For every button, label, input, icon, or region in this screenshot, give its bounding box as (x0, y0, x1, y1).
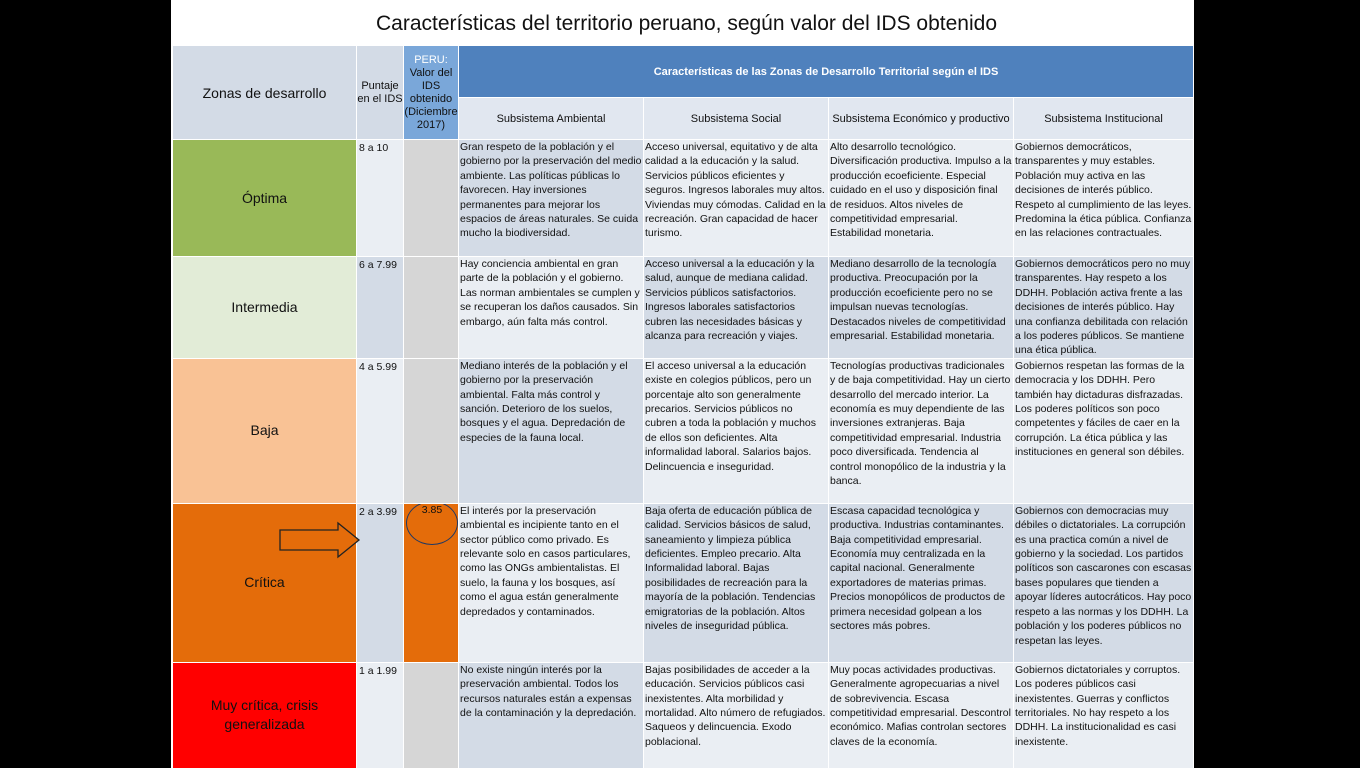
header-peru-prefix: PERU: (414, 53, 448, 66)
peru-value-cell (404, 358, 459, 503)
zone-label: Intermedia (173, 257, 357, 359)
cell-institucional: Gobiernos con democracias muy débiles o dictatoriales. La corrupción es una practica común a nivel de gobierno y la sociedad. Los partidos políticos son cascarones con escasas bases populares que tienden a apoyar líderes autocráticos. Hay poco respeto a las normas y los DDHH. La población y los poderes públicos no respetan las leyes. (1014, 503, 1194, 662)
cell-economico: Tecnologías productivas tradicionales y de baja competitividad. Hay un cierto desarrollo del mercado interior. La economía es muy dependiente de las inversiones extranjeras. Baja competitividad empresarial. Industria poco diversificada. Tendencia al control monopólico de la industria y la banca. (829, 358, 1014, 503)
header-zonas: Zonas de desarrollo (173, 46, 357, 140)
peru-value-highlight (406, 503, 458, 545)
score-range: 1 a 1.99 (357, 662, 404, 768)
score-range: 4 a 5.99 (357, 358, 404, 503)
header-puntaje: Puntaje en el IDS (357, 46, 404, 140)
zone-label: Crítica (173, 503, 357, 662)
cell-social: Baja oferta de educación pública de calidad. Servicios básicos de salud, saneamiento y limpieza pública deficientes. Empleo precario. Alta Informalidad laboral. Bajas posibilidades de recreación para la mayoría de la población. Tendencias emigratorias de la población. Altos niveles de inseguridad pública. (644, 503, 829, 662)
cell-ambiental: No existe ningún interés por la preservación ambiental. Todos los recursos naturales están a expensas de la contaminación y la depredación. (459, 662, 644, 768)
header-subsistema-social: Subsistema Social (644, 98, 829, 140)
peru-value-cell (404, 662, 459, 768)
score-range: 6 a 7.99 (357, 257, 404, 359)
peru-value-cell (404, 140, 459, 257)
slide (171, 0, 1194, 768)
header-peru-rest: Valor del IDS obtenido (Diciembre 2017) (404, 66, 458, 131)
cell-institucional: Gobiernos democráticos, transparentes y muy estables. Población muy activa en las decisiones de interés público. Respeto al cumplimiento de las leyes. Predomina la ética pública. Confianza en las relaciones contractuales. (1014, 140, 1194, 257)
cell-institucional: Gobiernos democráticos pero no muy transparentes. Hay respeto a los DDHH. Población activa frente a las decisiones de interés público. Hay una confianza debilitada con relación a los poderes públicos. Se mantiene una ética pública. (1014, 257, 1194, 359)
cell-social: El acceso universal a la educación existe en colegios públicos, pero un porcentaje alto son generalmente precarios. Servicios públicos no cubren a toda la población y muchos de ellos son deficientes. Alta informalidad laboral. Salarios bajos. Delincuencia e inseguridad. (644, 358, 829, 503)
ids-table (172, 45, 1194, 768)
arrow-right-icon (278, 521, 362, 559)
cell-institucional: Gobiernos respetan las formas de la democracia y los DDHH. Pero también hay dictaduras disfrazadas. Los poderes políticos son poco competentes y fáciles de caer en la corrupción. La ética pública y las instituciones en general son débiles. (1014, 358, 1194, 503)
header-caracteristicas: Características de las Zonas de Desarrollo Territorial según el IDS (459, 46, 1194, 98)
zone-label: Baja (173, 358, 357, 503)
cell-ambiental: Mediano interés de la población y el gobierno por la preservación ambiental. Falta más control y sanción. Deterioro de los suelos, bosques y el agua. Depredación de especies de la fauna local. (459, 358, 644, 503)
table-row (173, 358, 1194, 503)
header-subsistema-institucional: Subsistema Institucional (1014, 98, 1194, 140)
cell-ambiental: El interés por la preservación ambiental es incipiente tanto en el sector público como privado. Es relevante solo en casos particulares, como las ONGs ambientalistas. El suelo, la fauna y los bosques, así como el agua están generalmente depredados y contaminados. (459, 503, 644, 662)
cell-social: Bajas posibilidades de acceder a la educación. Servicios públicos casi inexistentes. Alta morbilidad y mortalidad. Alto número de refugiados. Saqueos y delincuencia. Exodo poblacional. (644, 662, 829, 768)
score-range: 8 a 10 (357, 140, 404, 257)
peru-value-cell (404, 257, 459, 359)
peru-value: 3.85 (421, 503, 443, 516)
table-row (173, 662, 1194, 768)
score-range: 2 a 3.99 (357, 503, 404, 662)
zone-label: Muy crítica, crisis generalizada (173, 662, 357, 768)
cell-institucional: Gobiernos dictatoriales y corruptos. Los poderes públicos casi inexistentes. Guerras y conflictos territoriales. No hay respeto a los DDHH. La institucionalidad es casi inexistente. (1014, 662, 1194, 768)
header-subsistema-economico: Subsistema Económico y productivo (829, 98, 1014, 140)
cell-economico: Escasa capacidad tecnológica y productiva. Industrias contaminantes. Baja competitividad empresarial. Economía muy centralizada en la capital nacional. Generalmente exportadores de materias primas. Precios monopólicos de productos de primera necesidad golpean a los sectores más pobres. (829, 503, 1014, 662)
cell-ambiental: Gran respeto de la población y el gobierno por la preservación del medio ambiente. Las políticas públicas lo favorecen. Hay inversiones permanentes para mejorar los espacios de áreas naturales. Se cuida mucho la biodiversidad. (459, 140, 644, 257)
zone-label: Óptima (173, 140, 357, 257)
cell-social: Acceso universal a la educación y la salud, aunque de mediana calidad. Servicios públicos satisfactorios. Ingresos laborales satisfactorios cubren las necesidades básicas y alcanza para recreación y viajes. (644, 257, 829, 359)
table-row (173, 257, 1194, 359)
cell-economico: Alto desarrollo tecnológico. Diversificación productiva. Impulso a la producción ecoeficiente. Especial cuidado en el uso y disposición final de residuos. Altos niveles de competitividad empresarial. Estabilidad monetaria. (829, 140, 1014, 257)
header-subsistema-ambiental: Subsistema Ambiental (459, 98, 644, 140)
page-title: Características del territorio peruano, según valor del IDS obtenido (376, 12, 997, 35)
table-row (173, 140, 1194, 257)
header-peru-valor (404, 46, 459, 140)
cell-economico: Muy pocas actividades productivas. Generalmente agropecuarias a nivel de sobrevivencia. Escasa competitividad empresarial. Descontrol económico. Mafias controlan sectores claves de la economía. (829, 662, 1014, 768)
peru-value-cell (404, 503, 459, 662)
cell-ambiental: Hay conciencia ambiental en gran parte de la población y el gobierno. Las norman ambientales se cumplen y se recuperan los daños causados. Sin embargo, aún falta más control. (459, 257, 644, 359)
cell-economico: Mediano desarrollo de la tecnología productiva. Preocupación por la producción ecoeficiente pero no se impulsan nuevas tecnologías. Destacados niveles de competitividad empresarial. Estabilidad monetaria. (829, 257, 1014, 359)
cell-social: Acceso universal, equitativo y de alta calidad a la educación y la salud. Servicios públicos eficientes y seguros. Ingresos laborales muy altos. Viviendas muy cómodas. Calidad en la recreación. Gran capacidad de hacer turismo. (644, 140, 829, 257)
